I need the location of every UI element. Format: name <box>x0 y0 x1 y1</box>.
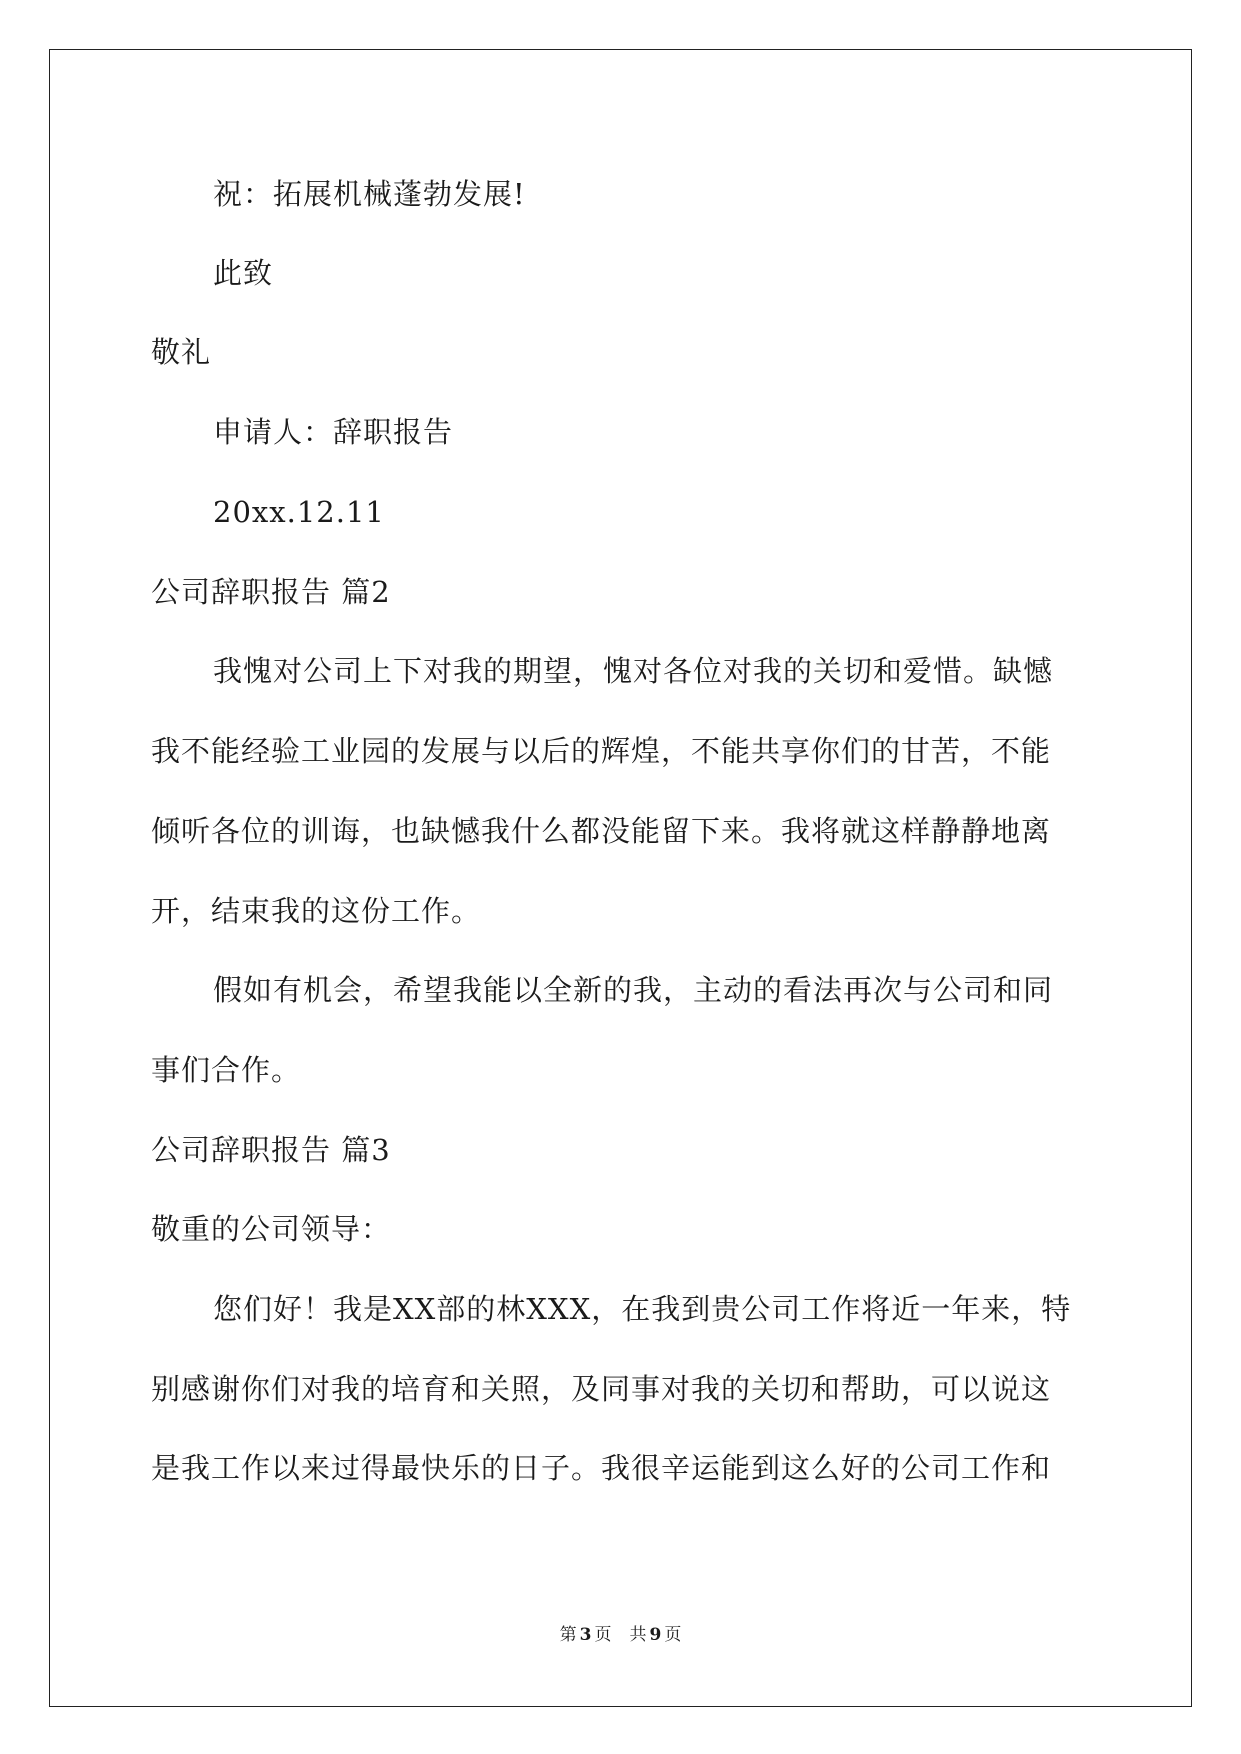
paragraph-line: 事们合作。 <box>151 1053 302 1087</box>
salutation-jingli: 敬礼 <box>151 335 212 369</box>
paragraph-line: 假如有机会，希望我能以全新的我，主动的看法再次与公司和同 <box>213 973 1054 1007</box>
page-footer <box>0 1624 1241 1646</box>
paragraph-line: 您们好！我是XX部的林XXX，在我到贵公司工作将近一年来，特 <box>213 1292 1072 1326</box>
closing-wish: 祝：拓展机械蓬勃发展! <box>213 177 526 211</box>
paragraph-line: 我愧对公司上下对我的期望，愧对各位对我的关切和爱惜。缺憾 <box>213 654 1054 688</box>
letter-greeting: 敬重的公司领导： <box>151 1212 392 1246</box>
salutation-cizhi: 此致 <box>213 256 274 290</box>
footer-total-unit: 页 <box>664 1625 682 1645</box>
paragraph-line: 开，结束我的这份工作。 <box>151 894 482 928</box>
date-line: 20xx.12.11 <box>213 495 385 529</box>
section-heading-2: 公司辞职报告 篇2 <box>151 575 391 609</box>
footer-page-unit: 页 <box>594 1625 612 1645</box>
footer-page-total: 9 <box>649 1625 662 1645</box>
footer-page-prefix: 第 <box>559 1625 577 1645</box>
paragraph-line: 倾听各位的训诲，也缺憾我什么都没能留下来。我将就这样静静地离 <box>151 814 1052 848</box>
footer-page-current: 3 <box>579 1625 592 1645</box>
section-heading-3: 公司辞职报告 篇3 <box>151 1133 391 1167</box>
paragraph-line: 是我工作以来过得最快乐的日子。我很辛运能到这么好的公司工作和 <box>151 1451 1052 1485</box>
applicant-line: 申请人：辞职报告 <box>213 415 454 449</box>
footer-total-prefix: 共 <box>629 1625 647 1645</box>
paragraph-line: 别感谢你们对我的培育和关照，及同事对我的关切和帮助，可以说这 <box>151 1372 1052 1406</box>
paragraph-line: 我不能经验工业园的发展与以后的辉煌，不能共享你们的甘苦，不能 <box>151 734 1052 768</box>
